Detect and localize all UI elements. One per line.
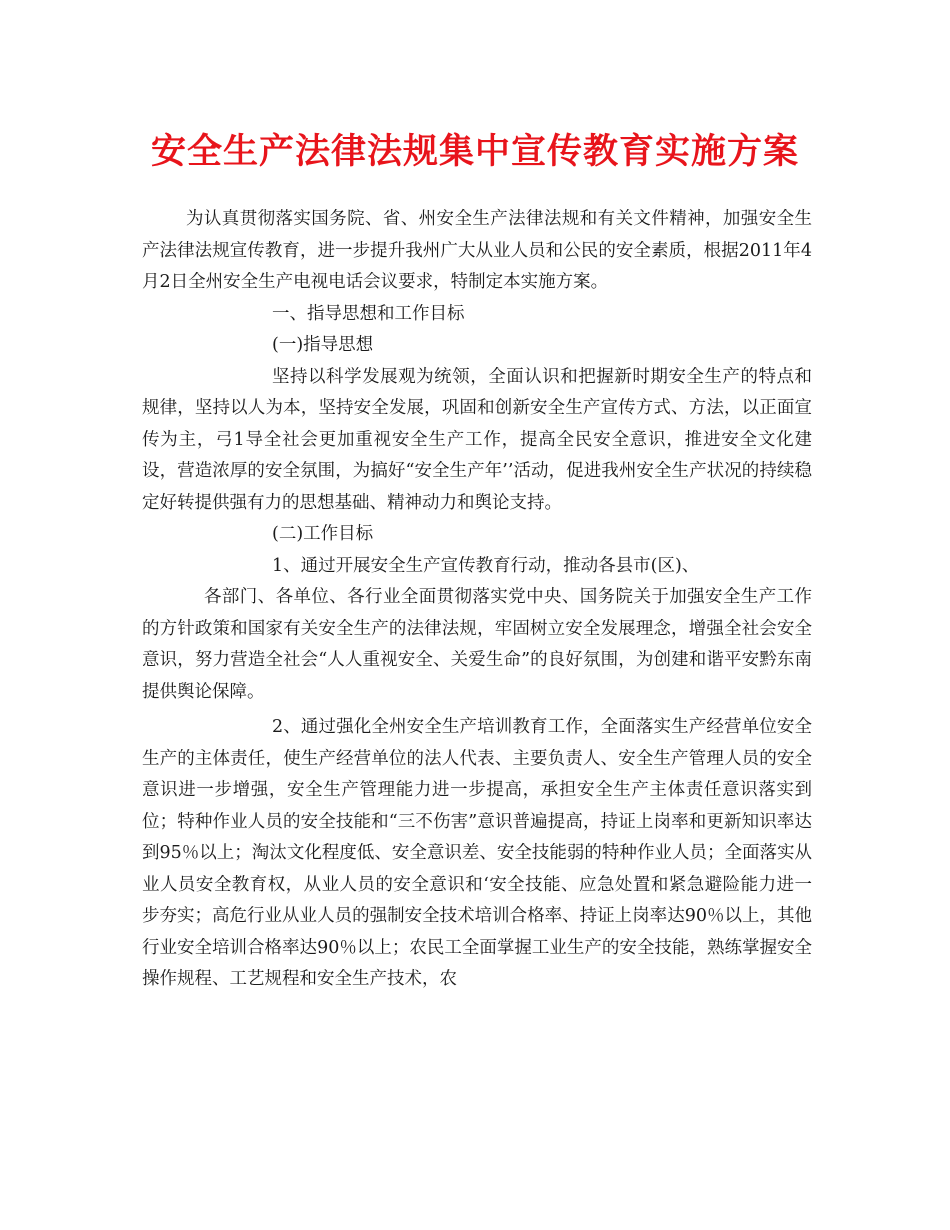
intro-paragraph: 为认真贯彻落实国务院、省、州安全生产法律法规和有关文件精神，加强安全生产法律法规宣传教育，进一步提升我州广大从业人员和公民的安全素质，根据2011年4月2日全州安全生产电视电话会议要求，特制定本实施方案。 — [142, 209, 812, 292]
section-heading-1: 一、指导思想和工作目标 — [272, 303, 465, 324]
goal-1-lead-line: 1、通过开展安全生产宣传教育行动，推动各县市(区)、 — [272, 555, 700, 576]
document-body — [142, 204, 812, 996]
guiding-ideology-paragraph: 坚持以科学发展观为统领，全面认识和把握新时期安全生产的特点和规律，坚持以人为本，坚持安全发展，巩固和创新安全生产宣传方式、方法，以正面宣传为主，弓1导全社会更加重视安全生产工作，提高全民安全意识，推进安全文化建设，营造浓厚的安全氛围，为搞好“安全生产年’’活动，促进我州安全生产状况的持续稳定好转提供强有力的思想基础、精神动力和舆论支持。 — [142, 366, 812, 513]
goal-2-paragraph: 2、通过强化全州安全生产培训教育工作，全面落实生产经营单位安全生产的主体责任，使生产经营单位的法人代表、主要负责人、安全生产管理人员的安全意识进一步增强，安全生产管理能力进一步提高，承担安全生产主体责任意识落实到位；特种作业人员的安全技能和“三不伤害”意识普遍提高，持证上岗率和更新知识率达到95％以上；淘汰文化程度低、安全意识差、安全技能弱的特种作业人员；全面落实从业人员安全教育权，从业人员的安全意识和‘安全技能、应急处置和紧急避险能力进一步夯实；高危行业从业人员的强制安全技术培训合格率、持证上岗率达90％以上，其他行业安全培训合格率达90％以上；农民工全面掌握工业生产的安全技能，熟练掌握安全操作规程、工艺规程和安全生产技术，农 — [142, 717, 812, 989]
goal-1-paragraph: 各部门、各单位、各行业全面贯彻落实党中央、国务院关于加强安全生产工作的方针政策和国家有关安全生产的法律法规，牢固树立安全发展理念，增强全社会安全意识，努力营造全社会“人人重视安全、关爱生命”的良好氛围，为创建和谐平安黔东南提供舆论保障。 — [142, 587, 812, 702]
subsection-heading-work-goals: (二)工作目标 — [272, 524, 374, 544]
subsection-heading-guiding-ideology: (一)指导思想 — [272, 335, 374, 355]
document-title: 安全生产法律法规集中宣传教育实施方案 — [150, 131, 799, 172]
